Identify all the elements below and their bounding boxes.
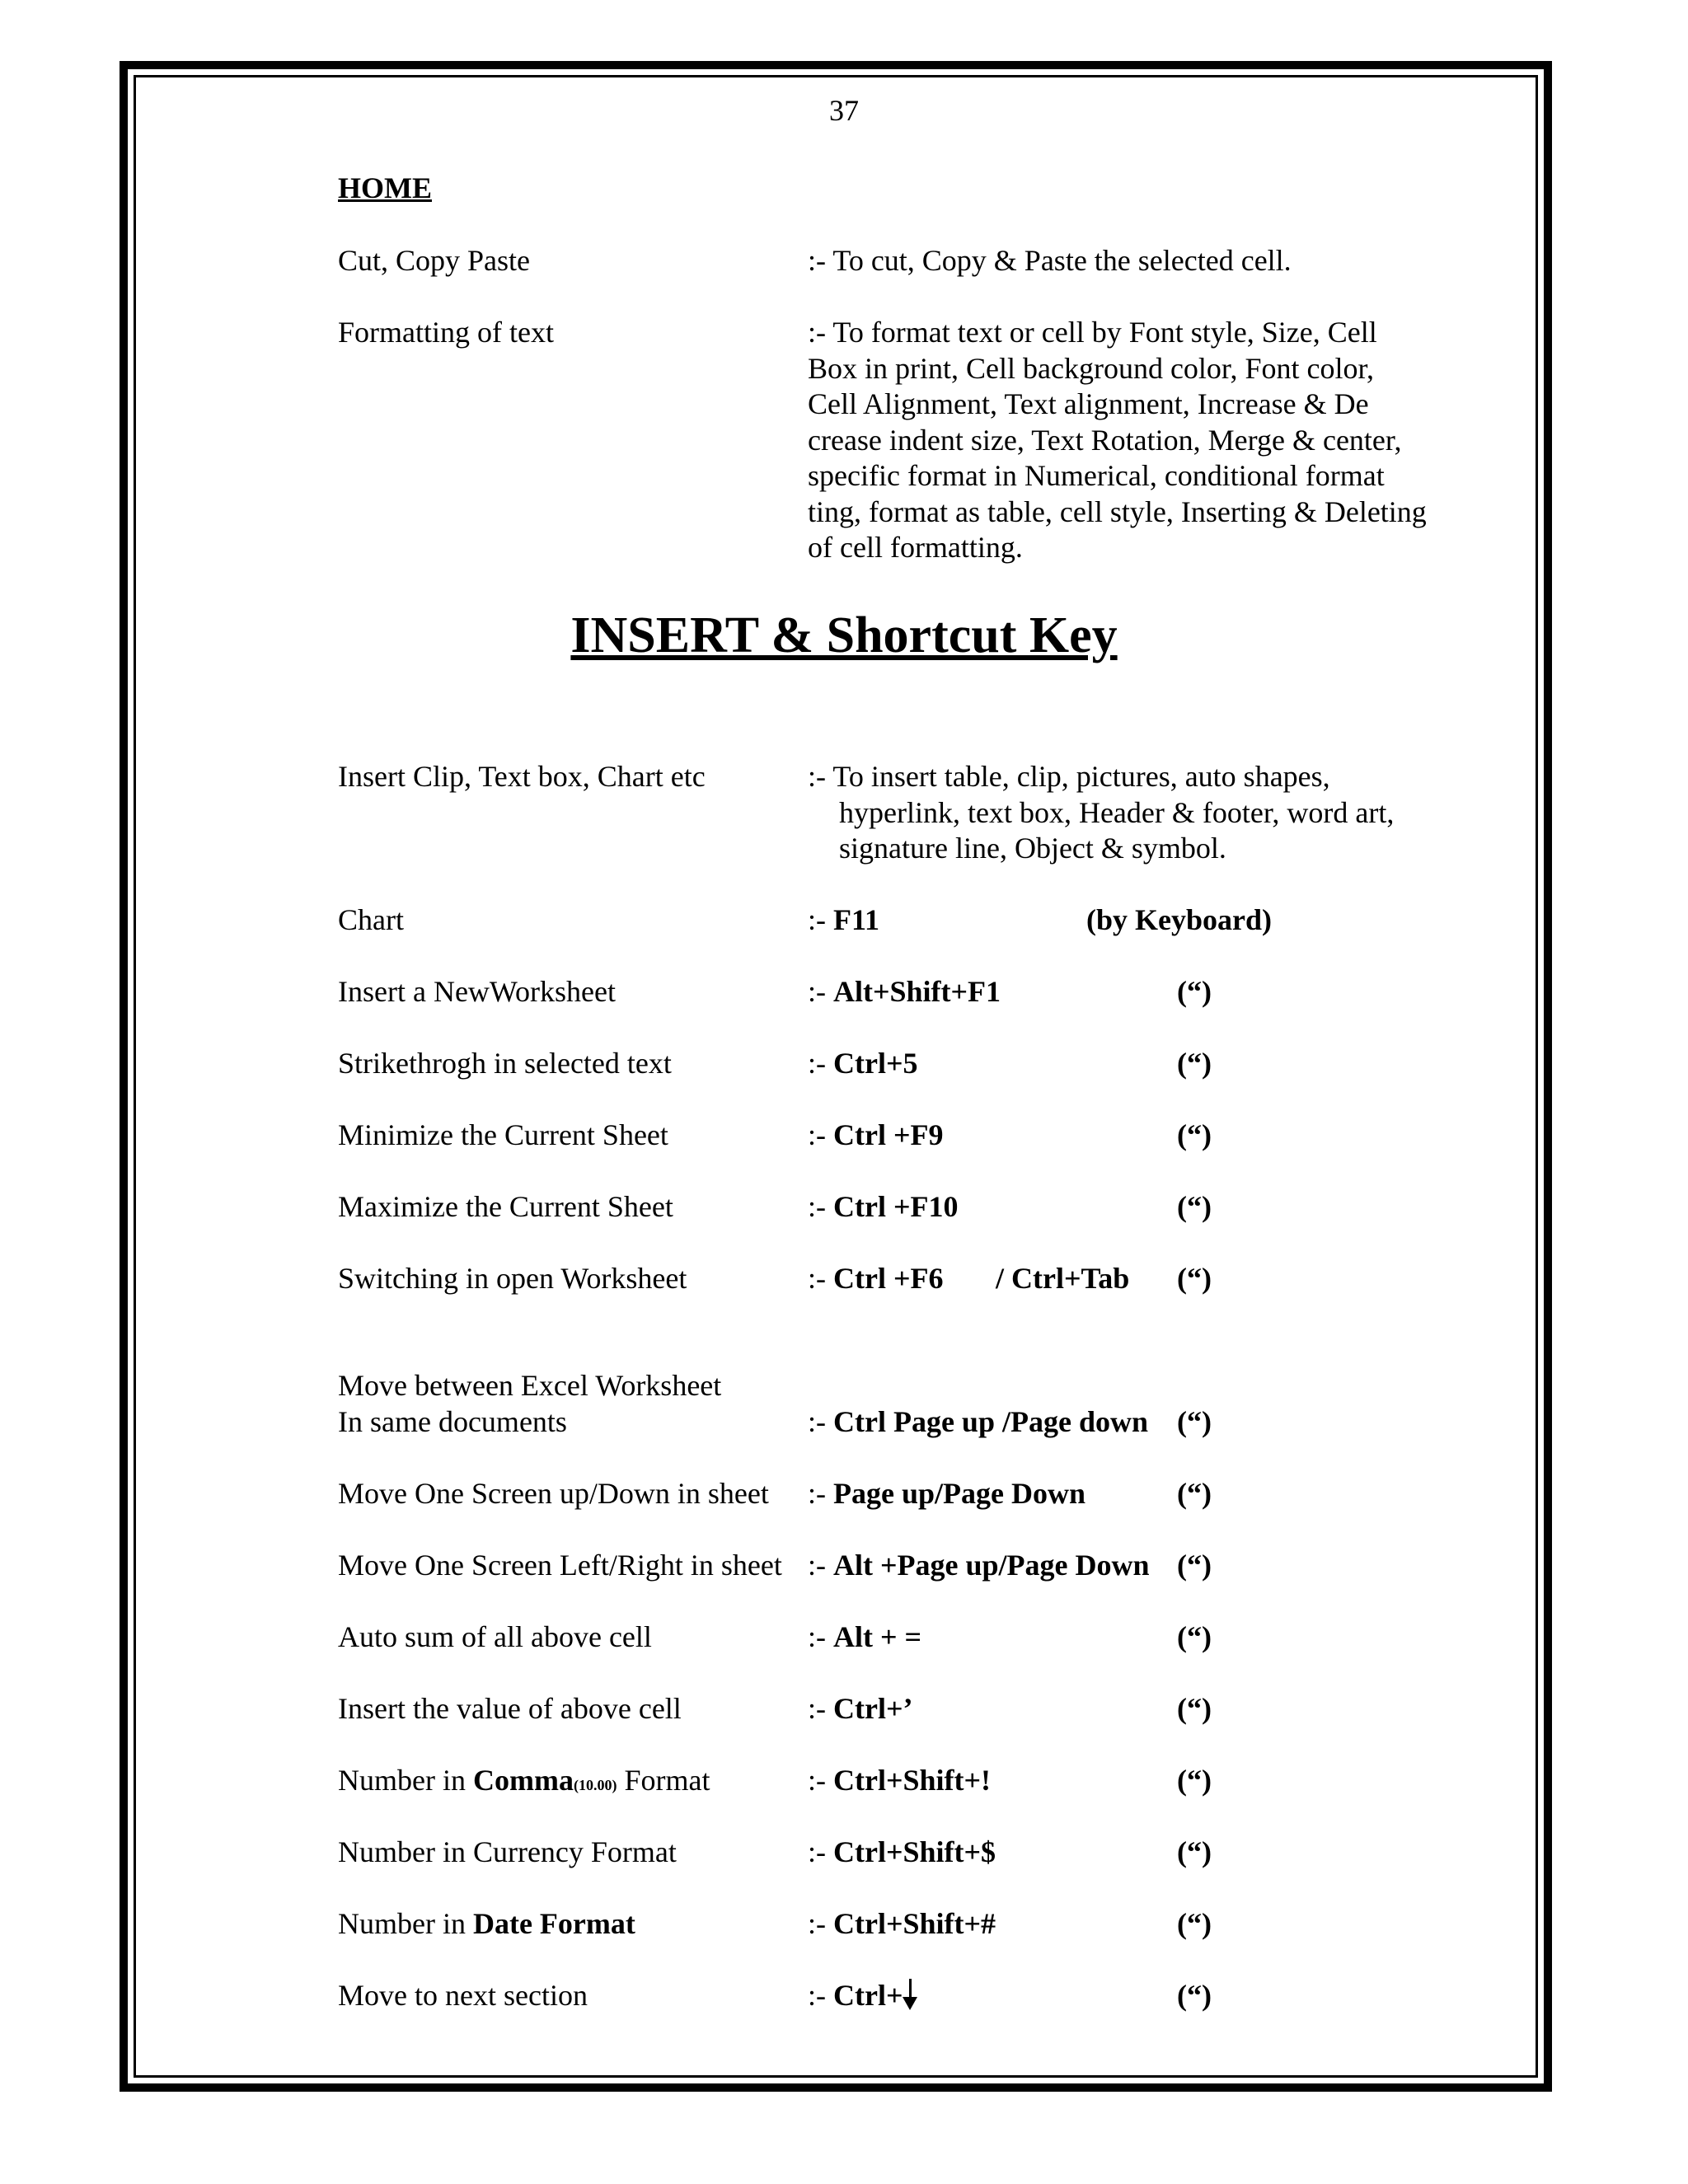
insert-label: Insert Clip, Text box, Chart etc bbox=[338, 760, 706, 793]
shortcut-label-switching: Switching in open Worksheet bbox=[338, 1262, 687, 1295]
ditto-mark: (“) bbox=[1177, 1692, 1212, 1725]
ditto-mark: (“) bbox=[1177, 1405, 1212, 1438]
shortcut-label-move-between-2: In same documents bbox=[338, 1405, 567, 1438]
formatting-label: Formatting of text bbox=[338, 316, 554, 349]
ditto-mark: (“) bbox=[1177, 1549, 1212, 1582]
ditto-mark: (“) bbox=[1177, 1835, 1212, 1868]
ditto-mark: (“) bbox=[1177, 1979, 1212, 2012]
shortcut-label-next-section: Move to next section bbox=[338, 1979, 588, 2012]
ditto-mark: (“) bbox=[1177, 1190, 1212, 1223]
shortcut-key-switching: :- Ctrl +F6 bbox=[808, 1262, 944, 1295]
ditto-mark: (“) bbox=[1177, 1262, 1212, 1295]
shortcut-key-screen-updown: :- Page up/Page Down bbox=[808, 1477, 1085, 1510]
shortcut-key-maximize: :- Ctrl +F10 bbox=[808, 1190, 959, 1223]
shortcut-label-new-worksheet: Insert a NewWorksheet bbox=[338, 975, 616, 1008]
ditto-mark: (“) bbox=[1177, 975, 1212, 1008]
ditto-mark: (“) bbox=[1177, 1477, 1212, 1510]
cut-copy-paste-label: Cut, Copy Paste bbox=[338, 244, 531, 277]
shortcut-label-insert-value: Insert the value of above cell bbox=[338, 1692, 682, 1725]
shortcut-key-screen-leftright: :- Alt +Page up/Page Down bbox=[808, 1549, 1150, 1582]
cut-copy-paste-desc: :- To cut, Copy & Paste the selected cell. bbox=[808, 244, 1292, 277]
shortcut-label-screen-updown: Move One Screen up/Down in sheet bbox=[338, 1477, 769, 1510]
ditto-mark: (“) bbox=[1177, 1620, 1212, 1653]
shortcut-label-chart: Chart bbox=[338, 903, 404, 936]
down-arrow-icon bbox=[903, 1977, 917, 2005]
shortcut-key-minimize: :- Ctrl +F9 bbox=[808, 1118, 944, 1151]
shortcut-key-new-worksheet: :- Alt+Shift+F1 bbox=[808, 975, 1001, 1008]
formatting-desc-line: crease indent size, Text Rotation, Merge & center, bbox=[808, 424, 1402, 457]
shortcut-key-currency: :- Ctrl+Shift+$ bbox=[808, 1835, 996, 1868]
shortcut-label-comma: Number in Comma(10.00) Format bbox=[338, 1764, 710, 1797]
shortcut-key-next-section: :- Ctrl+ bbox=[808, 1977, 917, 2013]
page-number: 37 bbox=[829, 94, 859, 127]
shortcut-key-strikethrough: :- Ctrl+5 bbox=[808, 1047, 918, 1080]
shortcut-key-switching-alt: / Ctrl+Tab bbox=[996, 1262, 1130, 1295]
shortcut-label-autosum: Auto sum of all above cell bbox=[338, 1620, 652, 1653]
shortcut-label-minimize: Minimize the Current Sheet bbox=[338, 1118, 668, 1151]
shortcut-label-currency: Number in Currency Format bbox=[338, 1835, 677, 1868]
formatting-desc-line: specific format in Numerical, conditional format bbox=[808, 459, 1385, 492]
formatting-desc-line: :- To format text or cell by Font style, Size, Cell bbox=[808, 316, 1377, 349]
ditto-mark: (“) bbox=[1177, 1764, 1212, 1797]
formatting-desc-line: Cell Alignment, Text alignment, Increase & De bbox=[808, 387, 1369, 420]
shortcut-key-insert-value: :- Ctrl+’ bbox=[808, 1692, 913, 1725]
insert-desc-line: :- To insert table, clip, pictures, auto shapes, bbox=[808, 760, 1330, 793]
shortcut-label-screen-leftright: Move One Screen Left/Right in sheet bbox=[338, 1549, 782, 1582]
formatting-desc-line: Box in print, Cell background color, Font color, bbox=[808, 352, 1375, 385]
insert-desc-line: signature line, Object & symbol. bbox=[839, 832, 1226, 865]
page-title: INSERT & Shortcut Key bbox=[570, 607, 1118, 663]
shortcut-key-chart: :- F11 bbox=[808, 903, 880, 936]
shortcut-key-comma: :- Ctrl+Shift+! bbox=[808, 1764, 992, 1797]
shortcut-key-move-between: :- Ctrl Page up /Page down bbox=[808, 1405, 1148, 1438]
formatting-desc-line: ting, format as table, cell style, Inserting & Deleting bbox=[808, 495, 1427, 528]
formatting-desc-line: of cell formatting. bbox=[808, 531, 1023, 564]
ditto-mark: (“) bbox=[1177, 1047, 1212, 1080]
ditto-mark: (“) bbox=[1177, 1907, 1212, 1940]
home-heading: HOME bbox=[338, 171, 432, 204]
insert-desc-line: hyperlink, text box, Header & footer, word art, bbox=[839, 796, 1395, 829]
shortcut-label-strikethrough: Strikethrogh in selected text bbox=[338, 1047, 672, 1080]
shortcut-key-autosum: :- Alt + = bbox=[808, 1620, 922, 1653]
by-keyboard-note: (by Keyboard) bbox=[1086, 903, 1272, 936]
shortcut-key-date: :- Ctrl+Shift+# bbox=[808, 1907, 996, 1940]
shortcut-label-move-between: Move between Excel Worksheet bbox=[338, 1369, 722, 1402]
shortcut-label-date: Number in Date Format bbox=[338, 1907, 635, 1940]
ditto-mark: (“) bbox=[1177, 1118, 1212, 1151]
shortcut-label-maximize: Maximize the Current Sheet bbox=[338, 1190, 673, 1223]
